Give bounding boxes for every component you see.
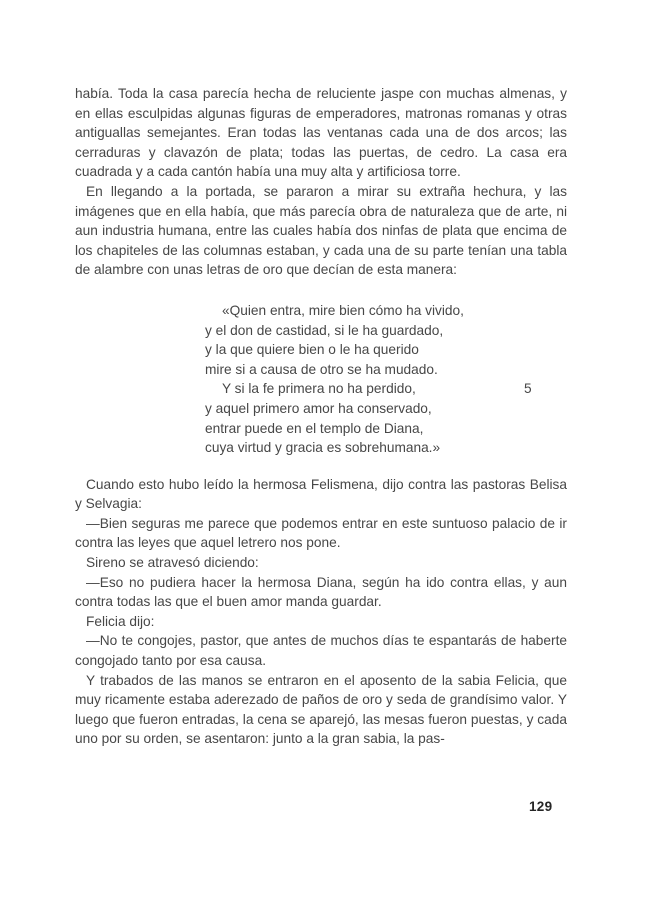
body-paragraph: En llegando a la portada, se pararon a mirar su extraña hechura, y las imágenes que en ella había, que más parecía obra de naturaleza que de arte, ni aun industria humana, entre las cuales había dos ninfas de plata que encima de los chapiteles de las columnas estaban, y cada una de su parte tenían una tabla de alambre con unas letras de oro que decían de esta manera: bbox=[75, 183, 567, 278]
verse-line-number: 5 bbox=[524, 381, 532, 397]
page-number: 129 bbox=[529, 799, 553, 814]
verse-line-text: y el don de castidad, si le ha guardado, bbox=[205, 322, 444, 338]
verse-line-text: cuya virtud y gracia es sobrehumana.» bbox=[205, 440, 441, 456]
verse-block bbox=[205, 301, 567, 458]
verse-line-text: entrar puede en el templo de Diana, bbox=[205, 420, 424, 436]
verse-line bbox=[205, 301, 567, 321]
verse-line bbox=[205, 438, 567, 458]
verse-line-text: y la que quiere bien o le ha querido bbox=[205, 342, 419, 358]
verse-line bbox=[205, 340, 567, 360]
verse-line-text: «Quien entra, mire bien cómo ha vivido, bbox=[222, 302, 464, 318]
verse-line bbox=[205, 379, 567, 399]
dialogue-paragraph: —Bien seguras me parece que podemos entrar en este suntuoso palacio de ir contra las leyes que aquel letrero nos pone. bbox=[75, 515, 567, 551]
verse-line-text: Y si la fe primera no ha perdido, bbox=[222, 381, 416, 397]
dialogue-paragraph: —No te congojes, pastor, que antes de muchos días te espantarás de haberte congojado tanto por esa causa. bbox=[75, 633, 567, 669]
verse-line-text: y aquel primero amor ha conservado, bbox=[205, 400, 432, 416]
body-paragraph: Felicia dijo: bbox=[86, 613, 155, 629]
body-paragraph: Sireno se atravesó diciendo: bbox=[86, 555, 259, 571]
verse-line bbox=[205, 399, 567, 419]
verse-line-text: mire si a causa de otro se ha mudado. bbox=[205, 361, 438, 377]
verse-line bbox=[205, 321, 567, 341]
verse-line bbox=[205, 419, 567, 439]
verse-line bbox=[205, 360, 567, 380]
body-paragraph: había. Toda la casa parecía hecha de reluciente jaspe con muchas almenas, y en ellas esculpidas algunas figuras de emperadores, matronas romanas y otras antiguallas semejantes. Eran todas las ventanas cada una de dos arcos; las cerraduras y clavazón de plata; todas las puertas, de cedro. La casa era cuadrada y a cada cantón había una muy alta y artificiosa torre. bbox=[75, 86, 567, 180]
dialogue-paragraph: —Eso no pudiera hacer la hermosa Diana, según ha ido contra ellas, y aun contra todas las que el buen amor manda guardar. bbox=[75, 574, 567, 610]
body-paragraph: Cuando esto hubo leído la hermosa Felismena, dijo contra las pastoras Belisa y Selvagia: bbox=[75, 476, 567, 512]
body-paragraph: Y trabados de las manos se entraron en el aposento de la sabia Felicia, que muy ricamente estaba aderezado de paños de oro y seda de grandísimo valor. Y luego que fueron entradas, la cena se aparejó, las mesas fueron puestas, y cada uno por su orden, se asentaron: junto a la gran sabia, la pas- bbox=[75, 672, 567, 747]
page-text-block bbox=[75, 84, 567, 749]
